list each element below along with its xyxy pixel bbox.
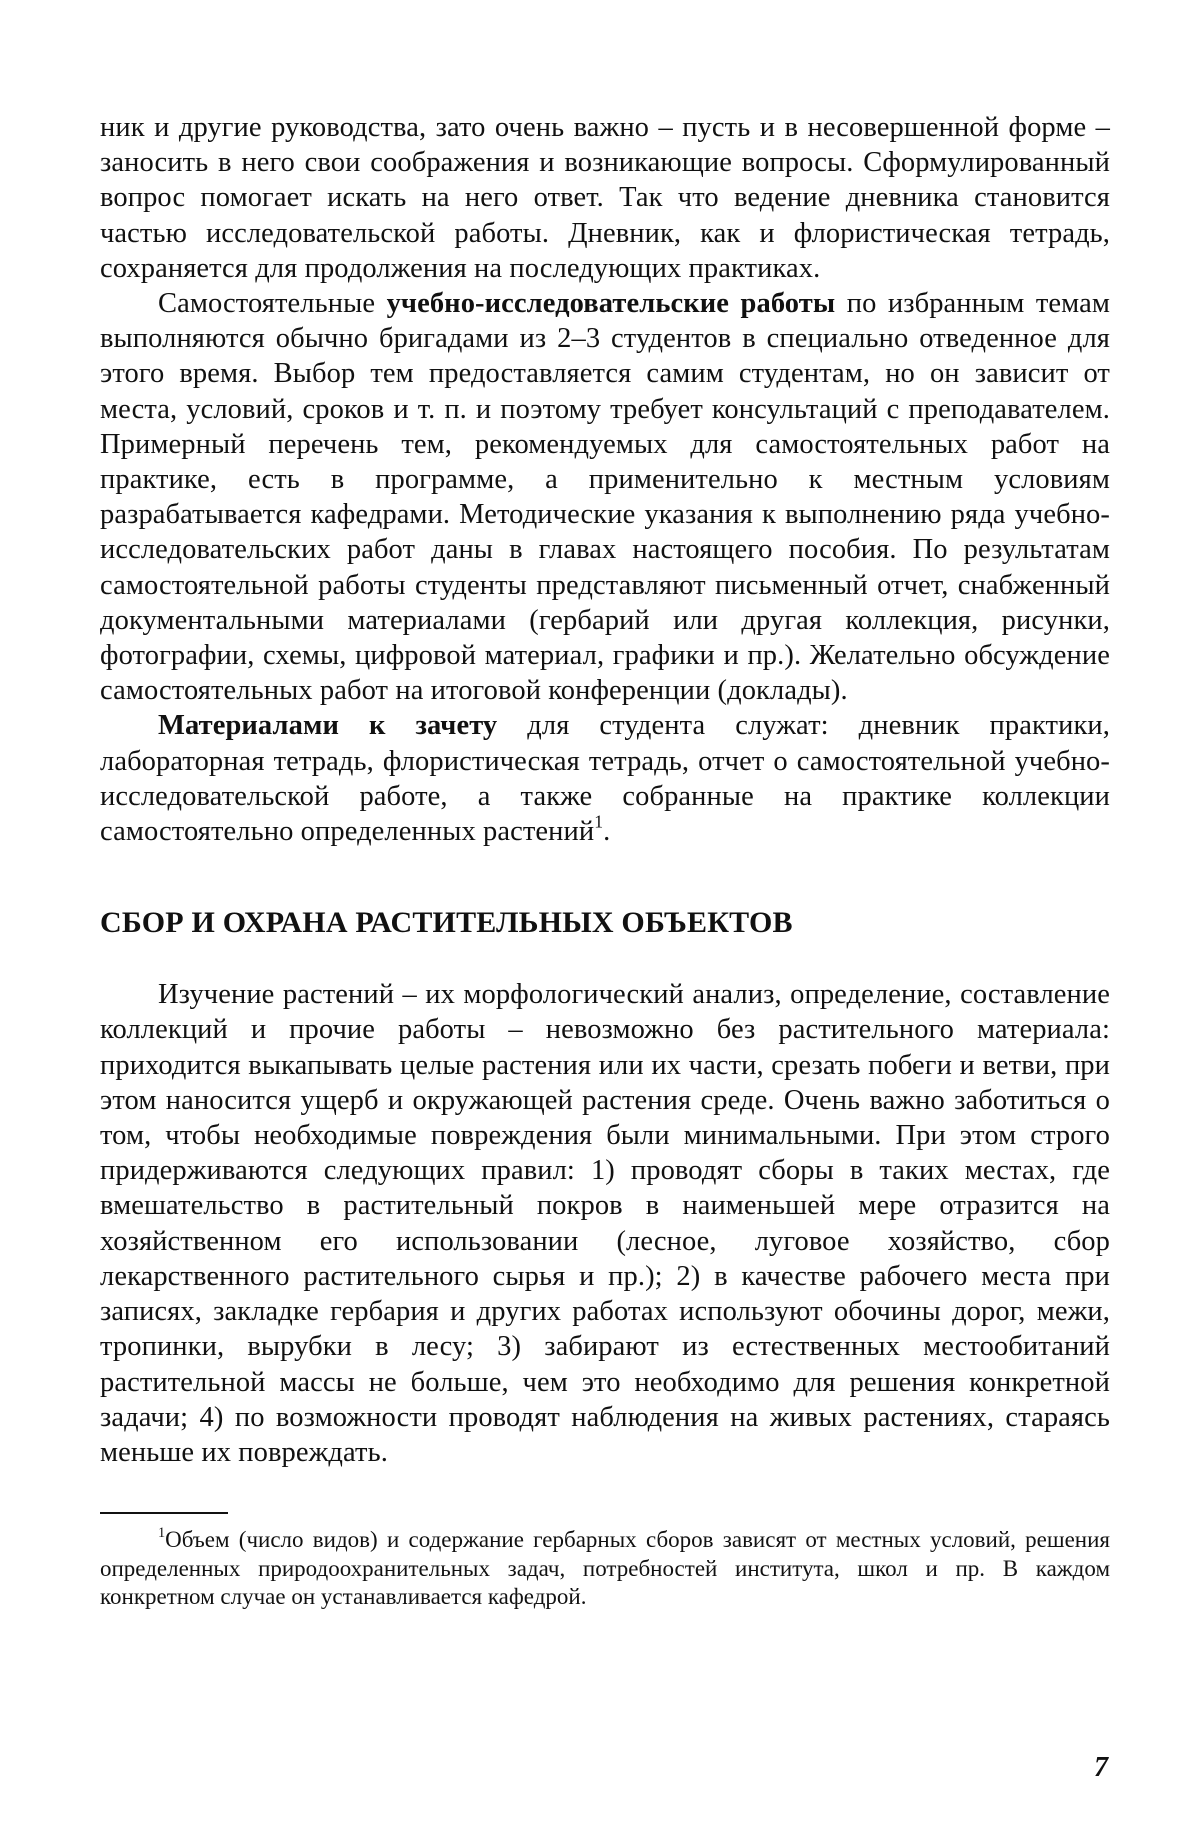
paragraph-credit-materials-end: . — [603, 816, 611, 848]
paragraph-diary: ник и другие руководства, зато очень важно – пусть и в несовершенной форме – заносить в него свои соображения и возникающие вопросы. Сформулированный вопрос помогает искать на него ответ. Так что ведение дневника становится частью исследовательской работы. Дневник, как и флористическая тетрадь, сохраняется для продолжения на последующих практиках. — [100, 112, 1110, 284]
paragraph-credit-materials — [100, 708, 1110, 849]
page-number: 7 — [1094, 1752, 1108, 1783]
paragraph-independent-work-body: по избранным темам выполняются обычно бригадами из 2–3 студентов в специально отведенное для этого время. Выбор тем предоставляется самим студентам, но он зависит от места, условий, сроков и т. п. и поэтому требует консультаций с преподавателем. Примерный перечень тем, рекомендуемых для самостоятельных работ на практике, есть в программе, а применительно к местным условиям разрабатывается кафедрами. Методические указания к выполнению ряда учебно-исследовательских работ даны в главах настоящего пособия. По результатам самостоятельной работы студенты представляют письменный отчет, снабженный документальными материалами (гербарий или другая коллекция, рисунки, фотографии, схемы, цифровой материал, графики и пр.). Желательно обсуждение самостоятельных работ на итоговой конференции (доклады). — [100, 288, 1110, 707]
spacer — [100, 941, 1110, 977]
paragraph-collection-rules: Изучение растений – их морфологический анализ, определение, составление коллекций и прочие работы – невозможно без растительного материала: приходится выкапывать целые растения или их части, срезать побеги и ветви, при этом наносится ущерб и окружающей растения среде. Очень важно заботиться о том, чтобы необходимые повреждения были минимальными. При этом строго придерживаются следующих правил: 1) проводят сборы в таких местах, где вмешательство в растительный покров в наименьшей мере отразится на хозяйственном его использовании (лесное, луговое хозяйство, сбор лекарственного растительного сырья и пр.); 2) в качестве рабочего места при записях, закладке гербария и других работах используют обочины дорог, межи, тропинки, вырубки в лесу; 3) забирают из естественных местообитаний растительной массы не больше, чем это необходимо для решения конкретной задачи; 4) по возможности проводят наблюдения на живых растениях, стараясь меньше их повреждать. — [100, 979, 1110, 1468]
section-heading: СБОР И ОХРАНА РАСТИТЕЛЬНЫХ ОБЪЕКТОВ — [100, 906, 793, 940]
footnote-divider — [100, 1512, 228, 1514]
footnote — [100, 1526, 1110, 1612]
spacer — [100, 849, 1110, 905]
paragraph-independent-work — [100, 286, 1110, 708]
term-research-works: учебно-исследовательские работы — [386, 288, 836, 320]
page-content — [100, 110, 1110, 1612]
footnote-text: Объем (число видов) и содержание гербарных сборов зависят от местных условий, решения определенных природоохранительных задач, потребностей института, школ и пр. В каждом конкретном случае он устанавливается кафедрой. — [100, 1527, 1110, 1610]
paragraph-credit-materials-body: для студента служат: дневник практики, лабораторная тетрадь, флористическая тетрадь, отчет о самостоятельной учебно-исследовательской работе, а также собранные на практике коллекции самостоятельно определенных растений — [100, 710, 1110, 848]
footnote-reference: 1 — [594, 811, 604, 832]
footnote-mark: 1 — [158, 1525, 166, 1542]
term-credit-materials: Материалами к зачету — [158, 710, 498, 742]
paragraph-independent-work-lead: Самостоятельные — [158, 288, 387, 320]
